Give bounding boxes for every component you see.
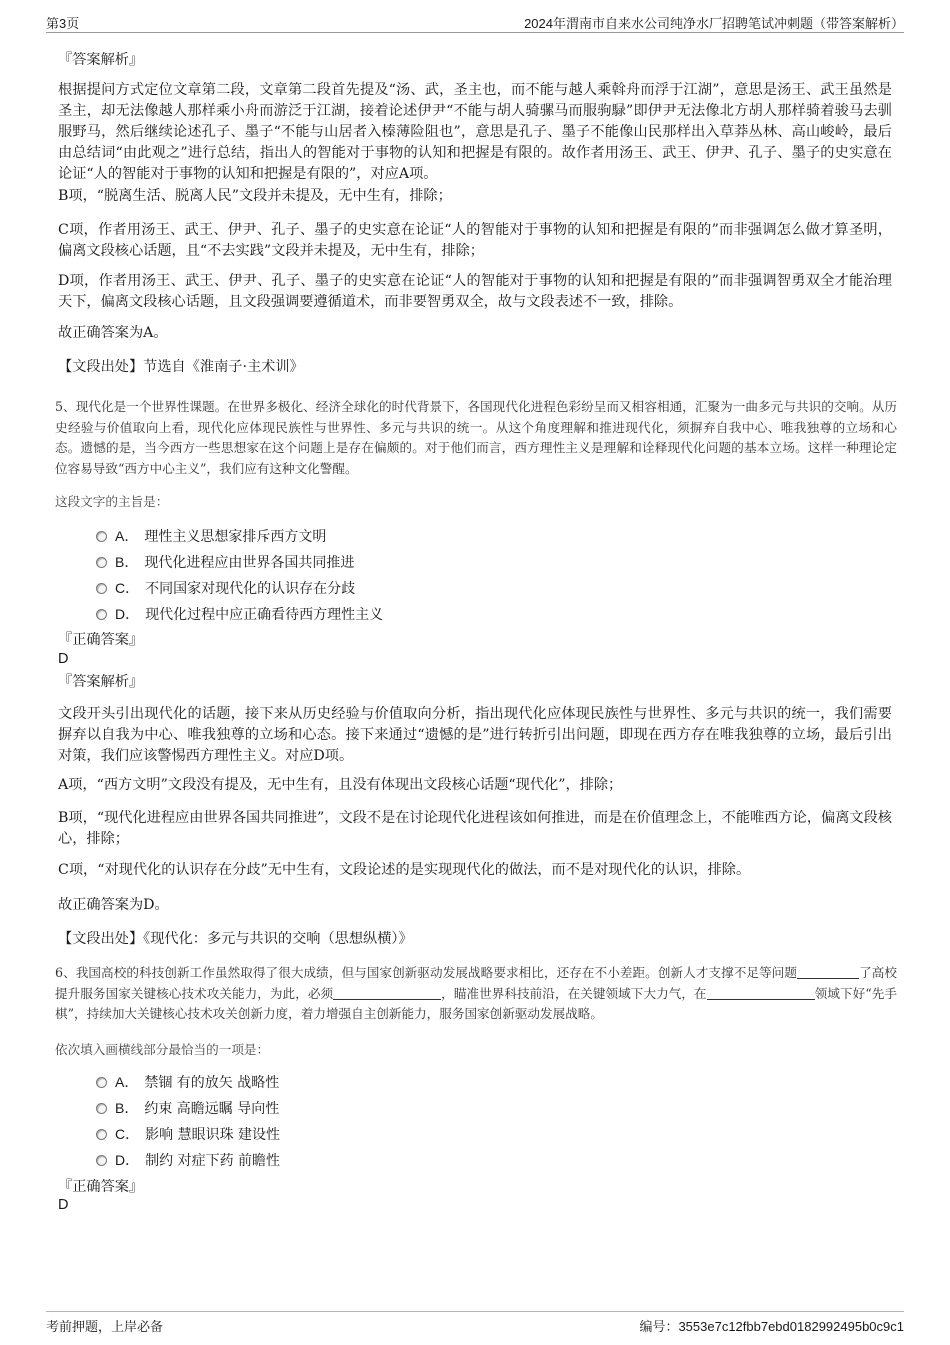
q5-analysis-para2: A项，“西方文明”文段没有提及，无中生有，且没有体现出文段核心话题“现代化”，排除； <box>58 777 623 793</box>
radio-icon[interactable] <box>96 1077 107 1088</box>
q6-option-a[interactable]: A． 禁锢 有的放矢 战略性 <box>96 1072 279 1092</box>
q5-stem: 这段文字的主旨是： <box>55 494 169 509</box>
radio-icon[interactable] <box>96 583 107 594</box>
q6-option-c[interactable]: C． 影响 慧眼识珠 建设性 <box>96 1124 280 1144</box>
q5-analysis-para3: B项，“现代化进程应由世界各国共同推进”，文段不是在讨论现代化进程该如何推进，而是在价值理念上，不能唯西方论，偏离文段核心，排除； <box>58 810 892 847</box>
radio-icon[interactable] <box>96 531 107 542</box>
page-footer <box>46 1311 904 1336</box>
q5-question-text: 5、现代化是一个世界性课题。在世界多极化、经济全球化的时代背景下，各国现代化进程色彩纷呈而又相容相通，汇聚为一曲多元与共识的交响。从历史经验与价值取向上看，现代化应体现民族性与世界性、多元与共识的统一。从这个角度理解和推进现代化，须摒弃自我中心、唯我独尊的立场和心态。遗憾的是，当今西方一些思想家在这个问题上是存在偏颇的。对于他们而言，西方理性主义是理解和诠释现代化问题的基本立场。这样一种理论定位容易导致“西方中心主义”，我们应有这种文化警醒。 <box>55 399 897 476</box>
radio-icon[interactable] <box>96 557 107 568</box>
q5-option-a[interactable]: A． 理性主义思想家排斥西方文明 <box>96 526 326 546</box>
radio-icon[interactable] <box>96 1129 107 1140</box>
q5-option-c[interactable]: C． 不同国家对现代化的认识存在分歧 <box>96 578 355 598</box>
page-number: 第3页 <box>46 16 80 31</box>
document-id: 编号：3553e7c12fbb7ebd0182992495b0c9c1 <box>639 1319 904 1334</box>
q6-option-d[interactable]: D． 制约 对症下药 前瞻性 <box>96 1150 280 1170</box>
page-header <box>46 10 904 33</box>
radio-icon[interactable] <box>96 609 107 620</box>
q4-analysis-para3: C项，作者用汤王、武王、伊尹、孔子、墨子的史实意在论证“人的智能对于事物的认知和把握是有限的”而非强调怎么做才算圣明，偏离文段核心话题，且“不去实践”文段并未提及，无中生有，排除； <box>58 222 892 259</box>
footer-slogan: 考前押题，上岸必备 <box>46 1319 164 1334</box>
blank-3[interactable] <box>707 986 815 1000</box>
q5-analysis-para1: 文段开头引出现代化的话题，接下来从历史经验与价值取向分析，指出现代化应体现民族性与世界性、多元与共识的统一，我们需要摒弃以自我为中心、唯我独尊的立场和心态。接下来通过“遗憾的是”进行转折引出问题，即现在西方存在唯我独尊的立场，最后引出对策，我们应该警惕西方理性主义。对应D项。 <box>58 706 892 764</box>
radio-icon[interactable] <box>96 1103 107 1114</box>
blank-1[interactable] <box>797 965 859 979</box>
q5-correct-label: 『正确答案』 <box>58 632 144 648</box>
q4-analysis-conclusion: 故正确答案为A。 <box>58 325 168 341</box>
q6-stem: 依次填入画横线部分最恰当的一项是： <box>55 1042 270 1057</box>
q4-analysis-para1: 根据提问方式定位文章第二段，文章第二段首先提及“汤、武，圣主也，而不能与越人乘斡舟而浮于江湖”，意思是汤王、武王虽然是圣主，却无法像越人那样乘小舟而游泛于江湖，接着论述伊尹“不能与胡人骑骡马而服驹騄”即伊尹无法像北方胡人那样骑着骏马去驯服野马，然后继续论述孔子、墨子“不能与山居者入榛薄险阻也”，意思是孔子、墨子不能像山民那样出入草莽丛林、高山峻岭，最后由总结词“由此观之”进行总结，指出人的智能对于事物的认知和把握是有限的。故作者用汤王、武王、伊尹、孔子、墨子的史实意在论证“人的智能对于事物的认知和把握是有限的”，对应A项。 <box>58 82 892 182</box>
q5-analysis-conclusion: 故正确答案为D。 <box>58 897 169 913</box>
q6-question-text: 6、我国高校的科技创新工作虽然取得了很大成绩，但与国家创新驱动发展战略要求相比，还存在不小差距。创新人才支撑不足等问题 了高校提升服务国家关键核心技术攻关能力，为此，必须 ，瞄准世界科技前沿，在关键领域下大力气，在 领域下好“先手棋”，持续加大关键核心技术攻关创新力度，着力增强自主创新能力，服务国家创新驱动发展战略。 <box>55 965 898 1021</box>
q5-correct-answer: D <box>58 651 69 667</box>
blank-2[interactable] <box>333 986 441 1000</box>
q4-analysis-para4: D项，作者用汤王、武王、伊尹、孔子、墨子的史实意在论证“人的智能对于事物的认知和把握是有限的”而非强调智勇双全才能治理天下，偏离文段核心话题，且文段强调要遵循道术，而非要智勇双全，故与文段表述不一致，排除。 <box>58 273 892 310</box>
q6-correct-label: 『正确答案』 <box>58 1179 144 1195</box>
document-title: 2024年渭南市自来水公司纯净水厂招聘笔试冲刺题（带答案解析） <box>524 16 904 31</box>
q5-source: 【文段出处】《现代化：多元与共识的交响（思想纵横）》 <box>58 931 413 947</box>
q6-option-b[interactable]: B． 约束 高瞻远瞩 导向性 <box>96 1098 279 1118</box>
q5-option-b[interactable]: B． 现代化进程应由世界各国共同推进 <box>96 552 354 572</box>
q6-correct-answer: D <box>58 1197 69 1213</box>
q4-source: 【文段出处】节选自《淮南子·主术训》 <box>58 359 304 375</box>
radio-icon[interactable] <box>96 1155 107 1166</box>
q5-analysis-para4: C项，“对现代化的认识存在分歧”无中生有，文段论述的是实现现代化的做法，而不是对现代化的认识，排除。 <box>58 862 751 878</box>
q5-option-d[interactable]: D． 现代化过程中应正确看待西方理性主义 <box>96 604 383 624</box>
q4-analysis-label: 『答案解析』 <box>58 52 144 68</box>
q5-analysis-label: 『答案解析』 <box>58 674 144 690</box>
q4-analysis-para2: B项，“脱离生活、脱离人民”文段并未提及，无中生有，排除； <box>58 188 452 204</box>
